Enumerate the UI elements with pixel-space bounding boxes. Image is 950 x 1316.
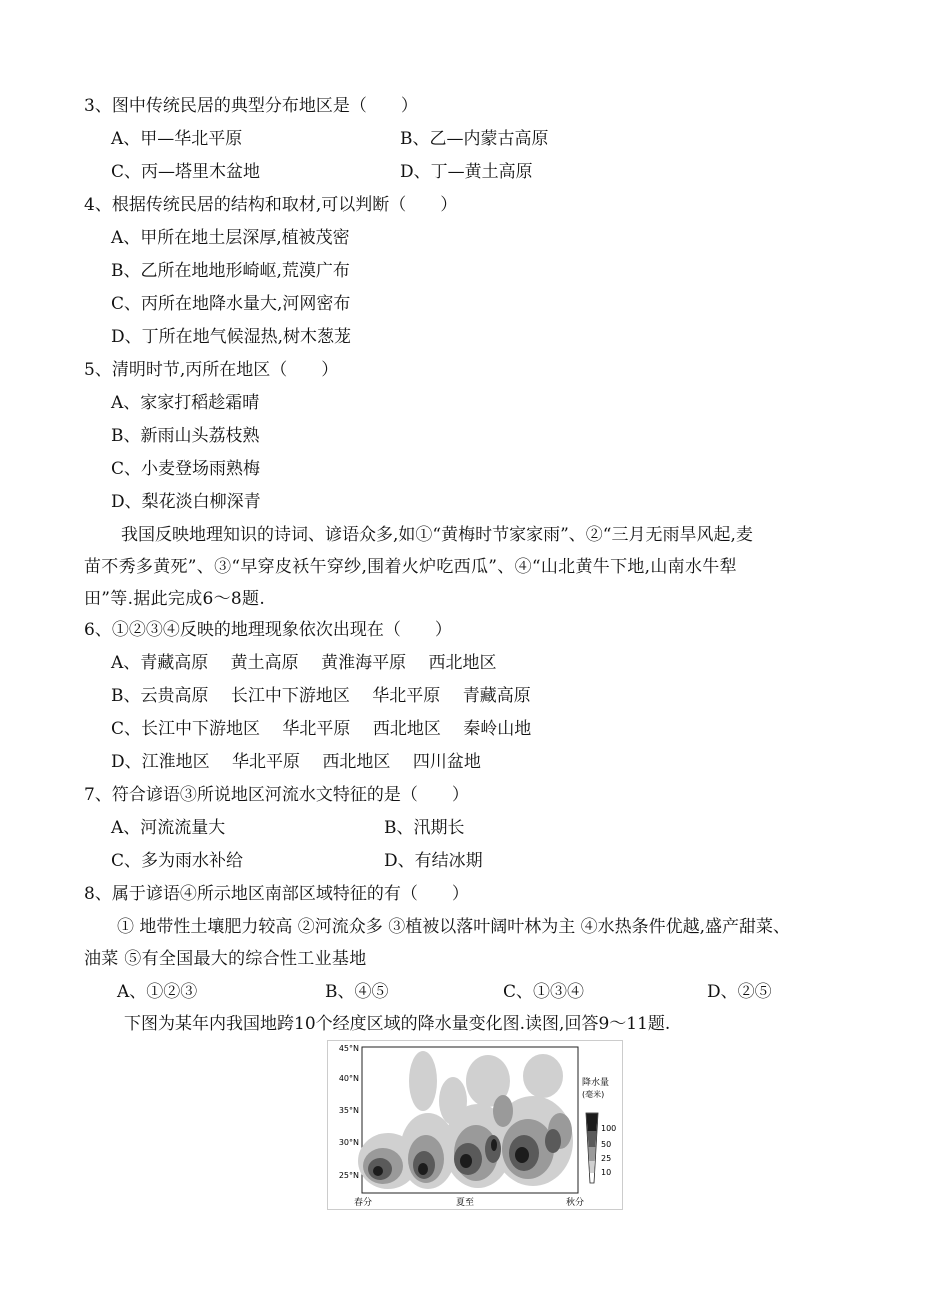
legend-value-50: 50 <box>601 1140 612 1149</box>
question-4-option-d: D、丁所在地气候湿热,树木葱茏 <box>111 327 352 347</box>
question-7-option-a: A、河流流量大 <box>111 818 226 838</box>
question-3-stem: 3、图中传统民居的典型分布地区是（ ） <box>84 96 418 116</box>
passage-1-line-3: 田”等.据此完成6～8题. <box>84 589 266 609</box>
question-5-option-c: C、小麦登场雨熟梅 <box>111 459 261 479</box>
question-7-option-b: B、汛期长 <box>384 818 465 838</box>
question-4-stem: 4、根据传统民居的结构和取材,可以判断（ ） <box>84 195 458 215</box>
question-5-option-d: D、梨花淡白柳深青 <box>111 492 261 512</box>
legend-value-10: 10 <box>601 1168 612 1177</box>
question-3-option-d: D、丁—黄土高原 <box>400 162 533 182</box>
question-4-option-a: A、甲所在地土层深厚,植被茂密 <box>111 228 350 248</box>
passage-1-line-2: 苗不秀多黄死”、③“早穿皮袄午穿纱,围着火炉吃西瓜”、④“山北黄牛下地,山南水牛犁 <box>84 557 737 577</box>
question-7-option-c: C、多为雨水补给 <box>111 851 244 871</box>
question-6-option-a: A、青藏高原 黄土高原 黄淮海平原 西北地区 <box>111 653 497 673</box>
question-8-option-a: A、①②③ <box>117 982 198 1002</box>
question-5-option-b: B、新雨山头荔枝熟 <box>111 426 260 446</box>
x-label-spring-equinox: 春分 <box>354 1198 373 1208</box>
question-5-stem: 5、清明时节,丙所在地区（ ） <box>84 360 339 380</box>
y-label-25n: 25°N <box>338 1171 359 1180</box>
y-label-40n: 40°N <box>338 1074 359 1083</box>
question-8-statements-line-2: 油菜 ⑤有全国最大的综合性工业基地 <box>84 949 367 969</box>
question-3-option-b: B、乙—内蒙古高原 <box>400 129 549 149</box>
question-3-option-c: C、丙—塔里木盆地 <box>111 162 261 182</box>
question-6-option-d: D、江淮地区 华北平原 西北地区 四川盆地 <box>111 752 481 772</box>
legend-scale <box>586 1113 598 1183</box>
passage-1-line-1: 我国反映地理知识的诗词、谚语众多,如①“黄梅时节家家雨”、②“三月无雨旱风起,麦 <box>121 525 753 545</box>
precipitation-figure <box>327 1040 623 1210</box>
question-6-stem: 6、①②③④反映的地理现象依次出现在（ ） <box>84 620 452 640</box>
question-3-option-a: A、甲—华北平原 <box>111 129 243 149</box>
question-8-stem: 8、属于谚语④所示地区南部区域特征的有（ ） <box>84 884 469 904</box>
y-label-35n: 35°N <box>338 1106 359 1115</box>
question-8-option-b: B、④⑤ <box>325 982 389 1002</box>
legend-value-100: 100 <box>601 1124 617 1133</box>
legend-unit: (毫米) <box>582 1090 605 1099</box>
x-label-summer-solstice: 夏至 <box>456 1198 475 1208</box>
question-8-option-c: C、①③④ <box>503 982 585 1002</box>
legend-value-25: 25 <box>601 1154 612 1163</box>
question-6-option-b: B、云贵高原 长江中下游地区 华北平原 青藏高原 <box>111 686 531 706</box>
question-8-statements-line-1: ① 地带性土壤肥力较高 ②河流众多 ③植被以落叶阔叶林为主 ④水热条件优越,盛产甜菜、 <box>117 917 791 937</box>
precipitation-contour-svg <box>328 1041 622 1209</box>
question-5-option-a: A、家家打稻趁霜晴 <box>111 393 260 413</box>
passage-2-line-1: 下图为某年内我国地跨10个经度区域的降水量变化图.读图,回答9～11题. <box>124 1014 671 1034</box>
question-4-option-b: B、乙所在地地形崎岖,荒漠广布 <box>111 261 350 281</box>
question-8-option-d: D、②⑤ <box>707 982 772 1002</box>
x-label-autumn-equinox: 秋分 <box>566 1198 585 1208</box>
question-7-stem: 7、符合谚语③所说地区河流水文特征的是（ ） <box>84 785 469 805</box>
question-4-option-c: C、丙所在地降水量大,河网密布 <box>111 294 351 314</box>
y-label-45n: 45°N <box>338 1044 359 1053</box>
question-7-option-d: D、有结冰期 <box>384 851 483 871</box>
legend-title: 降水量 <box>582 1078 610 1088</box>
y-label-30n: 30°N <box>338 1138 359 1147</box>
question-6-option-c: C、长江中下游地区 华北平原 西北地区 秦岭山地 <box>111 719 532 739</box>
